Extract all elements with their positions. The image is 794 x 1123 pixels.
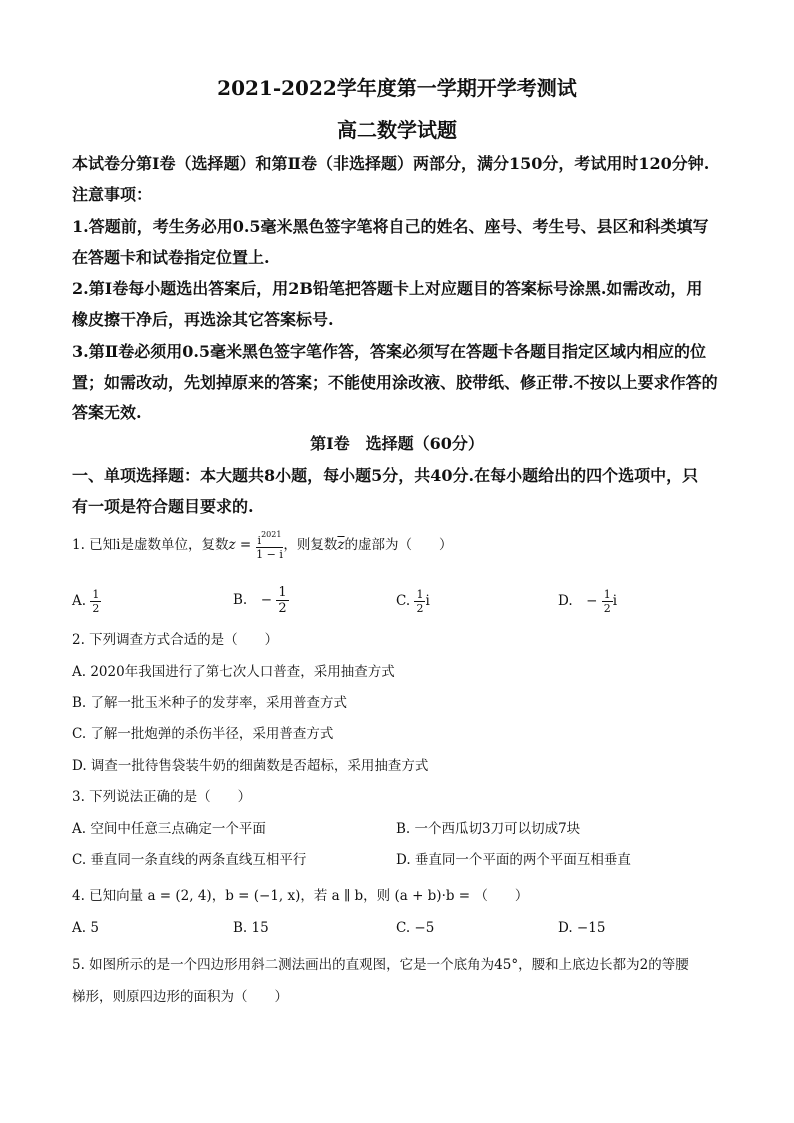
q1-suffix: ，则复数 (283, 537, 338, 553)
intro-line: 本试卷分第Ⅰ卷（选择题）和第Ⅱ卷（非选择题）两部分，满分150分，考试用时120分钟. (72, 154, 710, 173)
q4-option-d: D. −15 (558, 920, 606, 936)
question-1 (72, 531, 453, 560)
q1-z: z (228, 537, 236, 553)
q2-option-c: C. 了解一批炮弹的杀伤半径，采用普查方式 (72, 726, 334, 742)
q1-option-b (233, 586, 289, 615)
q1-b-num: 1 (278, 585, 287, 600)
q1-a-den: 2 (92, 602, 100, 615)
notice-item-1b: 在答题卡和试卷指定位置上. (72, 248, 270, 267)
q1-d-num: 1 (603, 588, 611, 601)
q2-option-a: A. 2020年我国进行了第七次人口普查，采用抽查方式 (72, 664, 395, 680)
q2-option-b: B. 了解一批玉米种子的发芽率，采用普查方式 (72, 695, 348, 711)
q1-c-label: C. (396, 593, 411, 609)
part-instruction-a: 一、单项选择题：本大题共8小题，每小题5分，共40分.在每小题给出的四个选项中，只 (72, 466, 699, 485)
q3-option-a: A. 空间中任意三点确定一个平面 (72, 821, 266, 837)
q1-suffix2: 的虚部为（ ） (344, 537, 453, 553)
notice-item-3b: 置；如需改动，先划掉原来的答案；不能使用涂改液、胶带纸、修正带.不按以上要求作答的 (72, 373, 718, 392)
q1-d-label: D. − (558, 593, 598, 609)
question-2: 2. 下列调查方式合适的是（ ） (72, 632, 279, 648)
q1-fraction (256, 531, 284, 560)
q1-b-den: 2 (278, 601, 287, 616)
q1-eq: = (235, 537, 256, 553)
section-heading: 第Ⅰ卷 选择题（60分） (310, 434, 484, 453)
q2-option-d: D. 调查一批待售袋装牛奶的细菌数是否超标，采用抽查方式 (72, 758, 429, 774)
q1-option-d (558, 589, 617, 614)
question-5-line1: 5. 如图所示的是一个四边形用斜二测法画出的直观图，它是一个底角为45°，腰和上底边长都为2的等腰 (72, 957, 689, 973)
q3-option-d: D. 垂直同一个平面的两个平面互相垂直 (396, 852, 631, 868)
question-4: 4. 已知向量 a = (2, 4)，b = (−1, x)，若 a ∥ b，则 (a + b)·b = （ ） (72, 888, 529, 904)
q3-option-b: B. 一个西瓜切3刀可以切成7块 (396, 821, 581, 837)
q1-d-tail: i (612, 593, 618, 609)
notice-item-2a: 2.第Ⅰ卷每小题选出答案后，用2B铅笔把答题卡上对应题目的答案标号涂黑.如需改动，用 (72, 279, 703, 298)
exam-title: 2021-2022学年度第一学期开学考测试 (217, 76, 577, 100)
q1-option-a (72, 589, 101, 614)
q4-option-b: B. 15 (233, 920, 269, 936)
q1-c-den: 2 (416, 602, 424, 615)
q1-option-c (396, 589, 430, 614)
notice-title: 注意事项： (72, 185, 153, 204)
notice-item-2b: 橡皮擦干净后，再选涂其它答案标号. (72, 310, 334, 329)
notice-item-3a: 3.第Ⅱ卷必须用0.5毫米黑色签字笔作答，答案必须写在答题卡各题目指定区域内相应的位 (72, 342, 707, 361)
q1-c-tail: i (425, 593, 430, 609)
question-3: 3. 下列说法正确的是（ ） (72, 789, 252, 805)
notice-item-1a: 1.答题前，考生务必用0.5毫米黑色签字笔将自己的姓名、座号、考生号、县区和科类填写 (72, 217, 709, 236)
q1-d-den: 2 (603, 602, 611, 615)
q1-frac-exp: 2021 (261, 530, 282, 539)
q4-option-a: A. 5 (72, 920, 99, 936)
q3-option-c: C. 垂直同一条直线的两条直线互相平行 (72, 852, 307, 868)
exam-subtitle: 高二数学试题 (337, 118, 457, 142)
q4-option-c: C. −5 (396, 920, 435, 936)
q1-c-num: 1 (416, 588, 424, 601)
q1-frac-den: 1 − i (256, 548, 283, 561)
q1-b-label: B. − (233, 592, 273, 608)
q1-prefix: 1. 已知i是虚数单位，复数 (72, 537, 229, 553)
q1-zbar: $\overline{z}$ (337, 537, 345, 553)
q1-a-num: 1 (92, 588, 100, 601)
question-5-line2: 梯形，则原四边形的面积为（ ） (72, 989, 288, 1005)
part-instruction-b: 有一项是符合题目要求的. (72, 497, 254, 516)
notice-item-3c: 答案无效. (72, 403, 142, 422)
q1-a-label: A. (72, 593, 87, 609)
q1-frac-num: i (257, 534, 262, 547)
